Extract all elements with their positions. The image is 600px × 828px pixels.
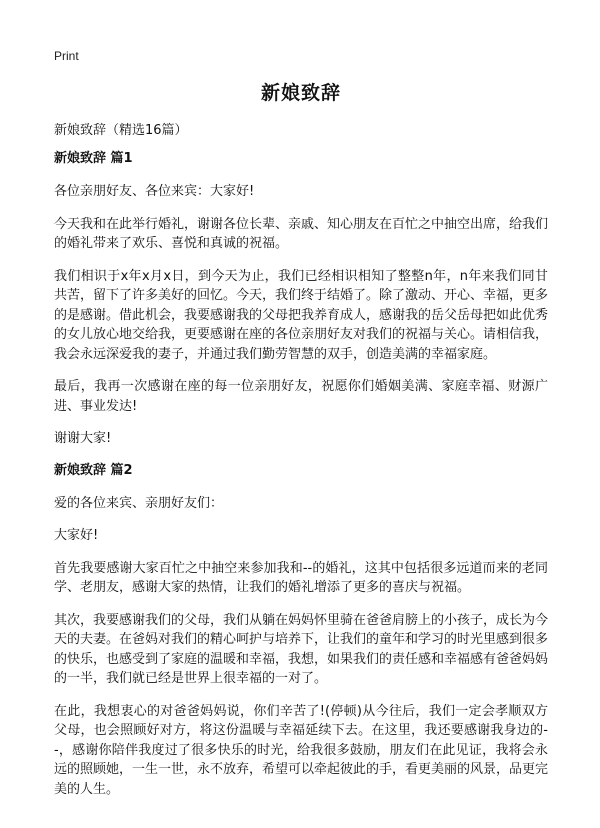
section-heading-1: 新娘致辞 篇1	[54, 151, 133, 166]
paragraph: 我们相识于x年x月x日，到今天为止，我们已经相识相知了整整n年，n年来我们同甘共苦，留下了许多美好的回忆。今天，我们终于结婚了。除了激动、开心、幸福，更多的是感谢。借此机会，我要感谢我的父母把我养育成人，感谢我的岳父岳母把如此优秀的女儿放心地交给我，更要感谢在座的各位亲朋好友对我们的祝福与关心。请相信我，我会永远深爱我的妻子，并通过我们勤劳智慧的双手，创造美满的幸福家庭。	[54, 268, 549, 362]
paragraph: 首先我要感谢大家百忙之中抽空来参加我和--的婚礼，这其中包括很多远道而来的老同学、老朋友，感谢大家的热情，让我们的婚礼增添了更多的喜庆与祝福。	[54, 560, 548, 595]
paragraph: 大家好!	[54, 528, 99, 543]
paragraph: 其次，我要感谢我们的父母，我们从躺在妈妈怀里骑在爸爸肩膀上的小孩子，成长为今天的夫妻。在爸妈对我们的精心呵护与培养下，让我们的童年和学习的时光里感到很多的快乐，也感受到了家庭的温暖和幸福，我想，如果我们的责任感和幸福感有爸爸妈妈的一半，我们就已经是世界上很幸福的一对了。	[54, 612, 549, 686]
paragraph: 最后，我再一次感谢在座的每一位亲朋好友，祝愿你们婚姻美满、家庭幸福、财源广进、事业发达!	[54, 379, 548, 414]
paragraph: 在此，我想衷心的对爸爸妈妈说，你们辛苦了!(停顿)从今往后，我们一定会孝顺双方父母，也会照顾好对方，将这份温暖与幸福延续下去。在这里，我还要感谢我身边的--，感谢你陪伴我度过了很多快乐的时光，给我很多鼓励，朋友们在此见证，我将会永远的照顾她，一生一世，永不放弃，希望可以牵起彼此的手，看更美丽的风景，品更完美的人生。	[54, 703, 549, 797]
paragraph: 今天我和在此举行婚礼，谢谢各位长辈、亲戚、知心朋友在百忙之中抽空出席，给我们的婚礼带来了欢乐、喜悦和真诚的祝福。	[54, 216, 549, 251]
paragraph: 爱的各位来宾、亲朋好友们：	[54, 495, 224, 511]
paragraph: 各位亲朋好友、各位来宾：大家好!	[54, 184, 255, 199]
document-title: 新娘致辞	[260, 82, 341, 104]
paragraph: 谢谢大家!	[54, 431, 112, 446]
document-content	[54, 150, 548, 812]
print-label: Print	[54, 49, 79, 63]
document-subtitle: 新娘致辞（精选16篇）	[54, 123, 188, 138]
section-heading-2: 新娘致辞 篇2	[54, 462, 133, 478]
